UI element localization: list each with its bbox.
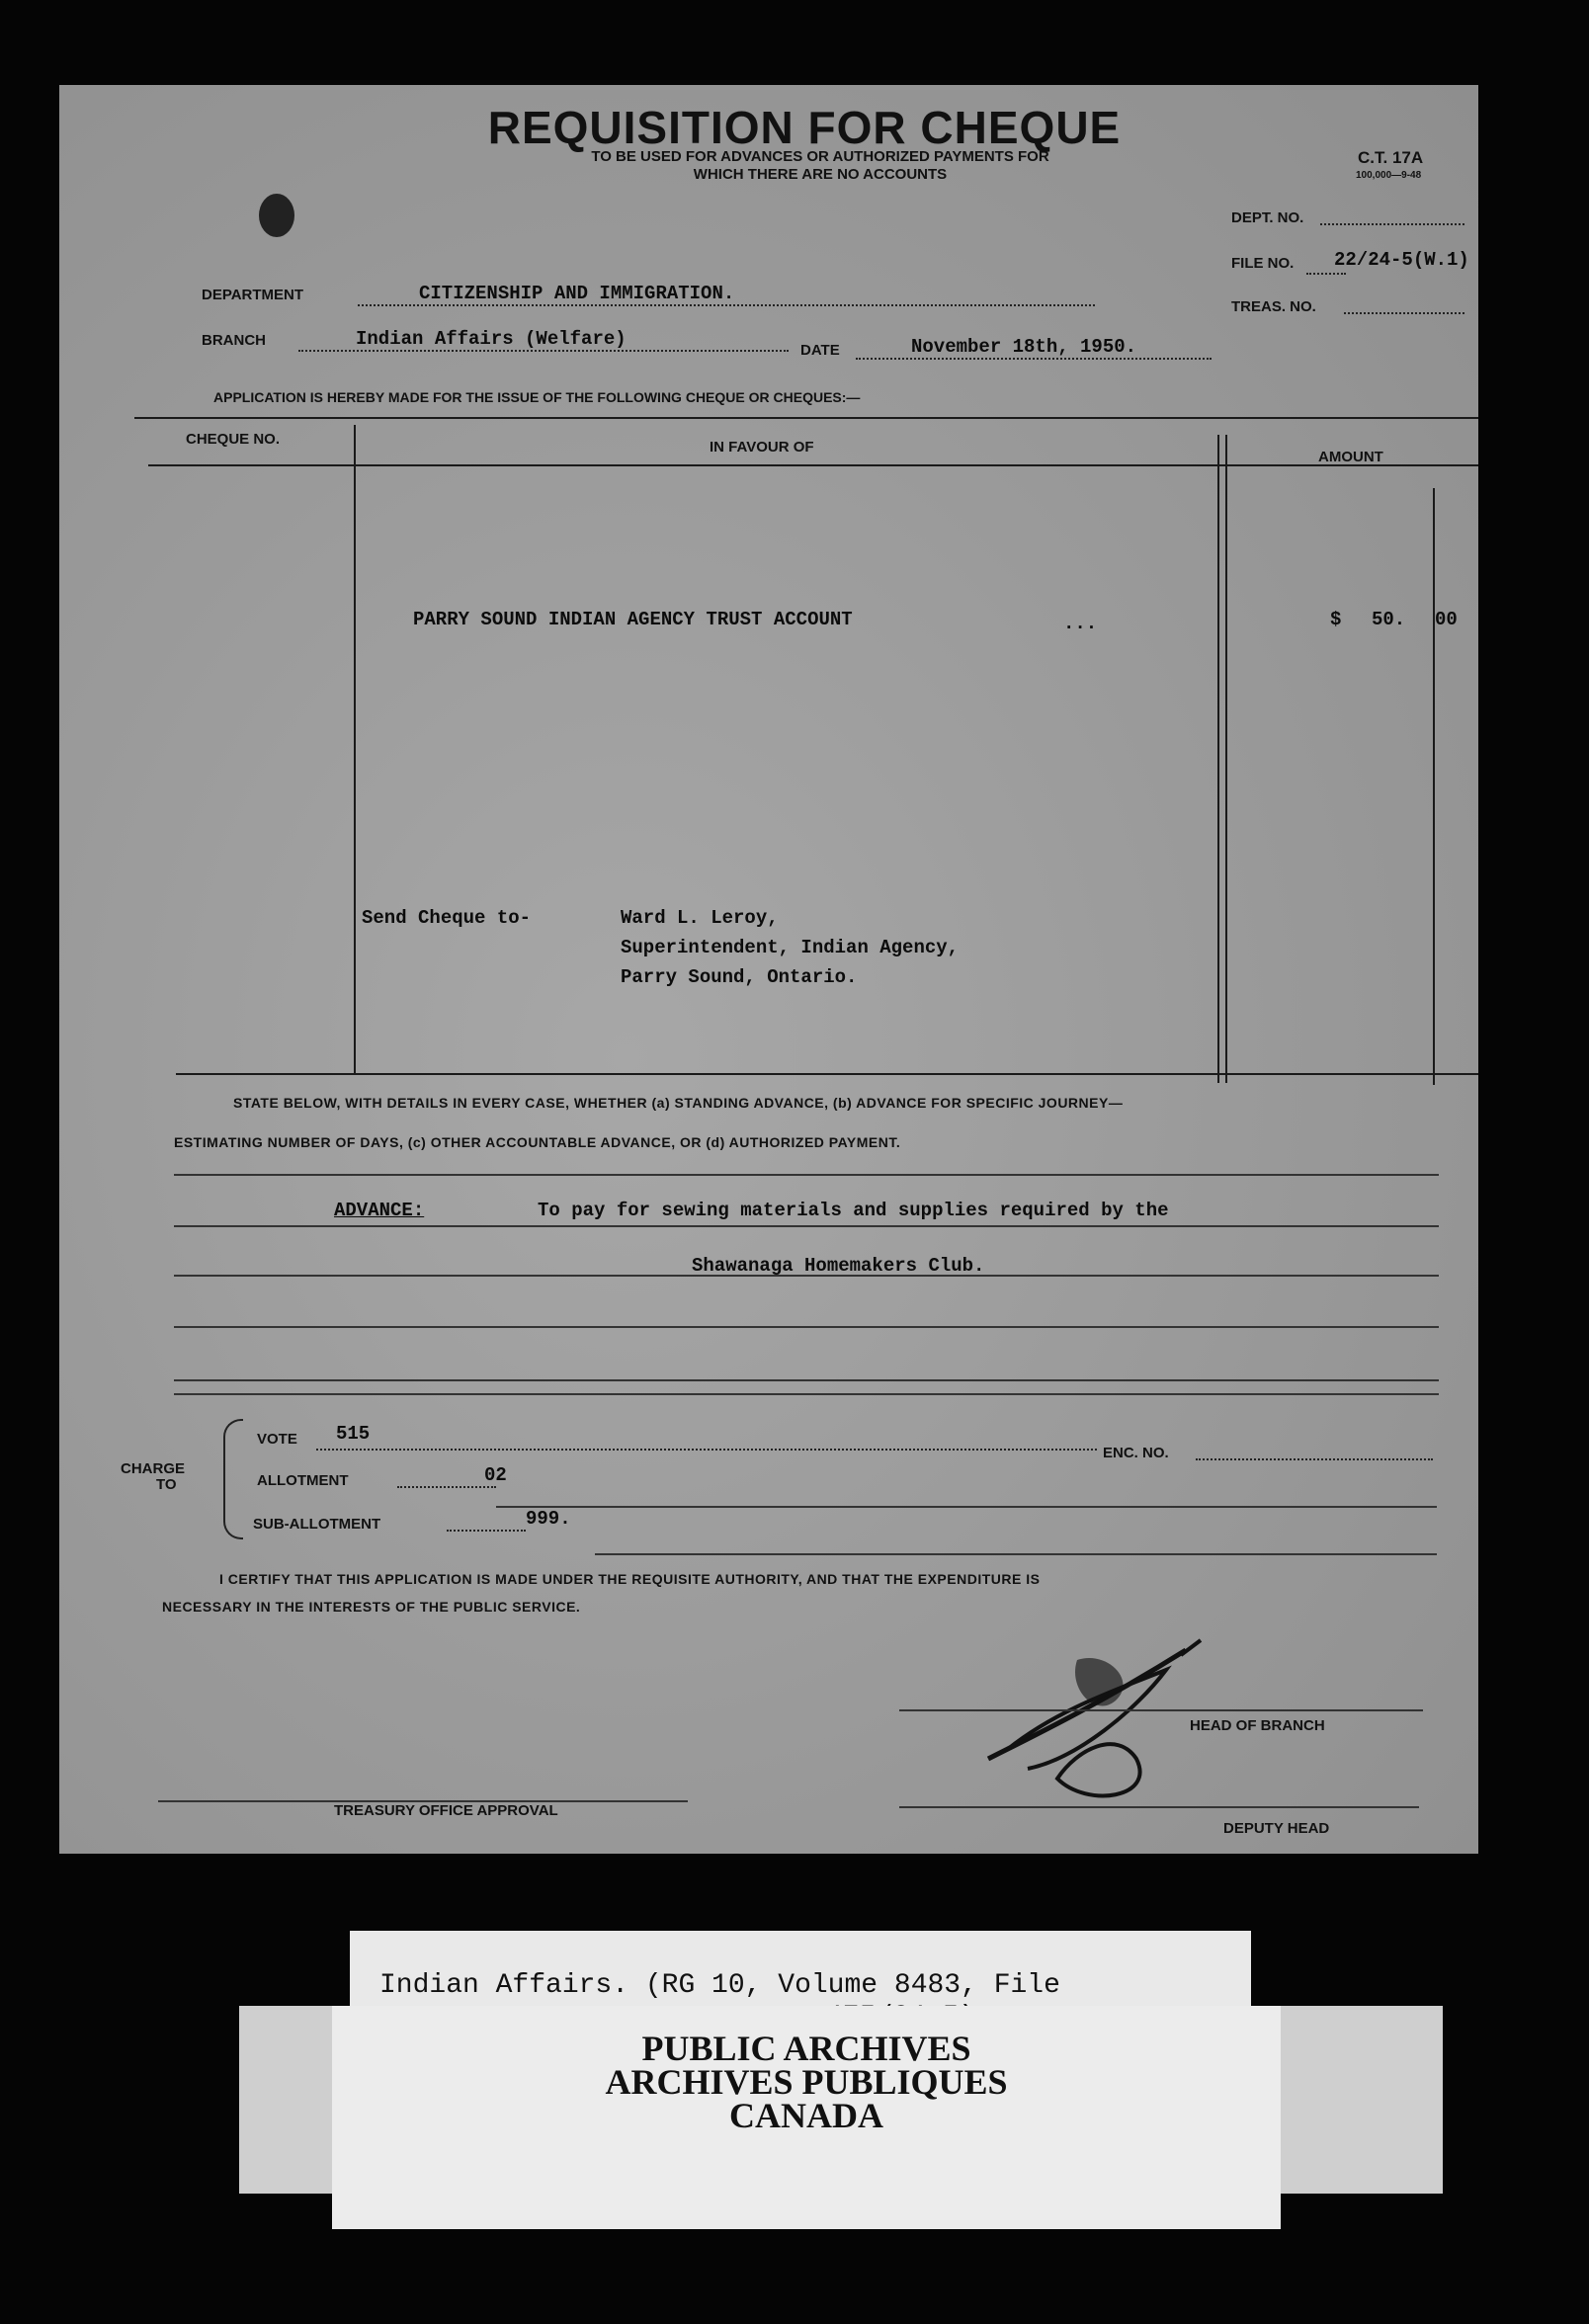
date-value: November 18th, 1950. <box>911 336 1137 358</box>
file-no-label: FILE NO. <box>1231 255 1295 272</box>
send-cheque-label: Send Cheque to- <box>362 907 532 929</box>
advance-label: ADVANCE: <box>334 1200 425 1221</box>
ink-blot <box>259 194 294 237</box>
enc-no-field[interactable] <box>1196 1458 1433 1460</box>
payee-leader-dots: ... <box>1063 613 1098 634</box>
head-of-branch-line <box>899 1709 1423 1711</box>
advance-rule-1 <box>174 1225 1439 1227</box>
table-col-divider-3 <box>1225 435 1227 1083</box>
head-of-branch-label: HEAD OF BRANCH <box>1190 1717 1325 1734</box>
application-statement: APPLICATION IS HEREBY MADE FOR THE ISSUE OF THE FOLLOWING CHEQUE OR CHEQUES:— <box>213 389 861 405</box>
send-line-1: Ward L. Leroy, <box>621 907 779 929</box>
allotment-field[interactable] <box>397 1486 496 1488</box>
sub-allotment-value: 999. <box>526 1508 571 1530</box>
deputy-head-label: DEPUTY HEAD <box>1223 1820 1330 1837</box>
amount-currency: $ <box>1330 609 1342 630</box>
department-label: DEPARTMENT <box>202 287 304 303</box>
header-cheque-no: CHEQUE NO. <box>186 431 281 448</box>
state-below-line-2: ESTIMATING NUMBER OF DAYS, (c) OTHER ACCOUNTABLE ADVANCE, OR (d) AUTHORIZED PAYMENT. <box>174 1134 901 1150</box>
allotment-label: ALLOTMENT <box>257 1472 349 1489</box>
subtitle-line-2: WHICH THERE ARE NO ACCOUNTS <box>693 166 948 183</box>
state-below-line-1: STATE BELOW, WITH DETAILS IN EVERY CASE, WHETHER (a) STANDING ADVANCE, (b) ADVANCE FOR SPECIFIC JOURNEY— <box>233 1095 1124 1111</box>
stamp-line-3: CANADA <box>729 2096 883 2135</box>
vote-field[interactable] <box>316 1449 1097 1451</box>
branch-field[interactable] <box>298 350 789 352</box>
form-subtitle <box>435 148 1206 184</box>
header-in-favour-of: IN FAVOUR OF <box>710 439 814 456</box>
advance-rule-5 <box>174 1393 1439 1395</box>
certify-line-1: I CERTIFY THAT THIS APPLICATION IS MADE UNDER THE REQUISITE AUTHORITY, AND THAT THE EXPENDITURE IS <box>219 1571 1041 1587</box>
form-code: C.T. 17A <box>1358 148 1424 167</box>
sub-allotment-rule <box>595 1553 1437 1555</box>
table-cents-divider <box>1433 488 1435 1085</box>
stamp-line-2: ARCHIVES PUBLIQUES <box>605 2062 1008 2102</box>
send-line-3: Parry Sound, Ontario. <box>621 966 858 988</box>
table-header-rule <box>148 464 1478 466</box>
department-value: CITIZENSHIP AND IMMIGRATION. <box>419 283 735 304</box>
branch-label: BRANCH <box>202 332 266 349</box>
file-no-value: 22/24-5(W.1) <box>1334 249 1469 271</box>
certify-line-2: NECESSARY IN THE INTERESTS OF THE PUBLIC SERVICE. <box>162 1599 581 1615</box>
advance-rule-4 <box>174 1379 1439 1381</box>
treas-no-field[interactable] <box>1344 312 1464 314</box>
date-label: DATE <box>800 342 840 359</box>
state-below-rule-1 <box>174 1174 1439 1176</box>
advance-text-2: Shawanaga Homemakers Club. <box>692 1255 985 1277</box>
charge-label: CHARGE <box>121 1460 186 1477</box>
allotment-rule <box>496 1506 1437 1508</box>
vote-value: 515 <box>336 1423 371 1445</box>
archive-stamp-text <box>332 2029 1281 2135</box>
treasury-approval-label: TREASURY OFFICE APPROVAL <box>334 1802 558 1819</box>
form-print-code: 100,000—9-48 <box>1356 170 1422 181</box>
dept-no-field[interactable] <box>1320 223 1464 225</box>
sub-allotment-field[interactable] <box>447 1530 526 1532</box>
department-field[interactable] <box>358 304 1095 306</box>
deputy-head-line <box>899 1806 1419 1808</box>
advance-rule-3 <box>174 1326 1439 1328</box>
treas-no-label: TREAS. NO. <box>1231 298 1316 315</box>
send-line-2: Superintendent, Indian Agency, <box>621 937 960 958</box>
table-top-rule <box>134 417 1478 419</box>
allotment-value: 02 <box>484 1464 507 1486</box>
table-col-divider-2 <box>1217 435 1219 1083</box>
branch-value: Indian Affairs (Welfare) <box>356 328 627 350</box>
stamp-line-1: PUBLIC ARCHIVES <box>641 2029 971 2068</box>
table-col-divider-1 <box>354 425 356 1073</box>
charge-brace <box>223 1419 243 1539</box>
enc-no-label: ENC. NO. <box>1103 1445 1169 1461</box>
subtitle-line-1: TO BE USED FOR ADVANCES OR AUTHORIZED PAYMENTS FOR <box>591 148 1049 165</box>
dept-no-label: DEPT. NO. <box>1231 209 1304 226</box>
table-bottom-rule <box>176 1073 1478 1075</box>
amount-dollars: 50. <box>1372 609 1406 630</box>
payee-name: PARRY SOUND INDIAN AGENCY TRUST ACCOUNT <box>413 609 853 630</box>
vote-label: VOTE <box>257 1431 297 1448</box>
file-no-field[interactable] <box>1306 273 1346 275</box>
charge-to-label: TO <box>156 1476 177 1493</box>
reference-line-1: Indian Affairs. (RG 10, Volume 8483, File <box>379 1970 1060 2001</box>
advance-text-1: To pay for sewing materials and supplies required by the <box>538 1200 1169 1221</box>
date-field[interactable] <box>856 358 1212 360</box>
header-amount: AMOUNT <box>1318 449 1383 465</box>
form-title: REQUISITION FOR CHEQUE <box>487 102 1122 153</box>
amount-cents: 00 <box>1435 609 1458 630</box>
sub-allotment-label: SUB-ALLOTMENT <box>253 1516 381 1533</box>
